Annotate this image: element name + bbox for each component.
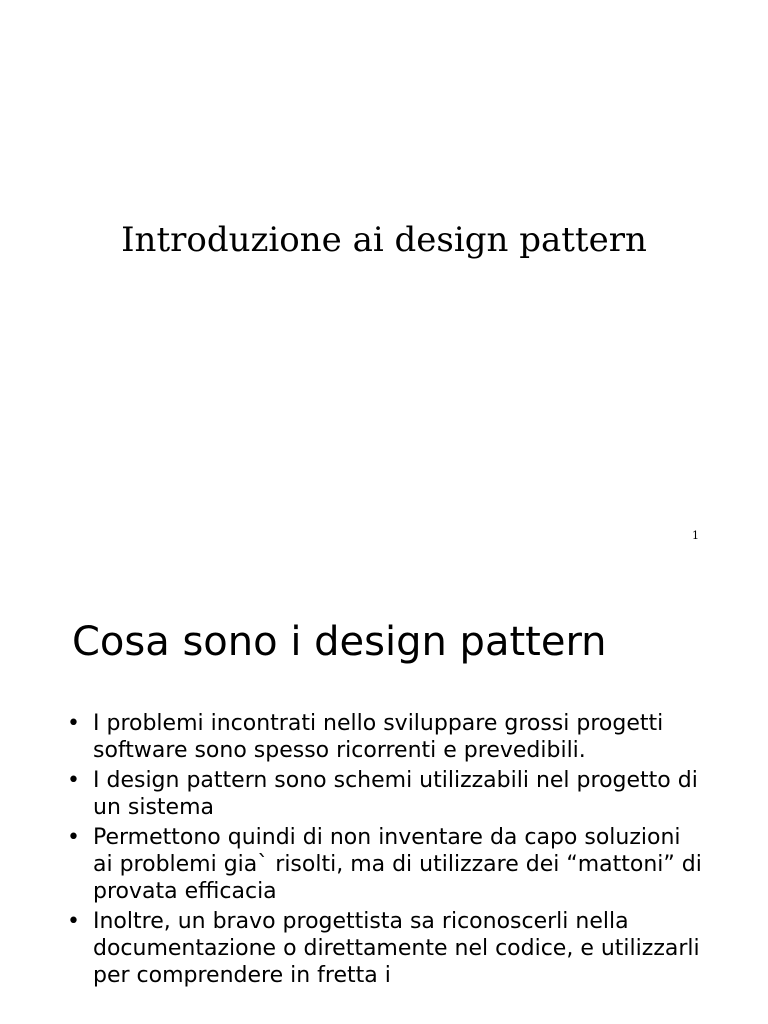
list-item: [62, 767, 702, 821]
bullet-text: Inoltre, un bravo progettista sa riconoscerli nella documentazione o direttamente nel codice, e utilizzarli per comprendere in fretta i: [93, 909, 700, 988]
list-item: [62, 824, 702, 905]
bullet-text: I design pattern sono schemi utilizzabili nel progetto di un sistema: [93, 768, 698, 820]
slide-2: [0, 576, 768, 1024]
bullet-text: Permettono quindi di non inventare da capo soluzioni ai problemi gia` risolti, ma di utilizzare dei “mattoni” di provata efficacia: [93, 825, 702, 904]
bullet-list: [62, 710, 702, 992]
page-number: 1: [692, 529, 699, 542]
list-item: [62, 710, 702, 764]
bullet-icon: •: [67, 909, 80, 934]
list-item: [62, 908, 702, 989]
bullet-icon: •: [67, 711, 80, 736]
bullet-icon: •: [67, 768, 80, 793]
bullet-text: I problemi incontrati nello sviluppare grossi progetti software sono spesso ricorrenti e prevedibili.: [93, 711, 664, 763]
slide-2-title: Cosa sono i design pattern: [72, 619, 607, 665]
bullet-icon: •: [67, 825, 80, 850]
slide-1-title: Introduzione ai design pattern: [121, 220, 647, 260]
